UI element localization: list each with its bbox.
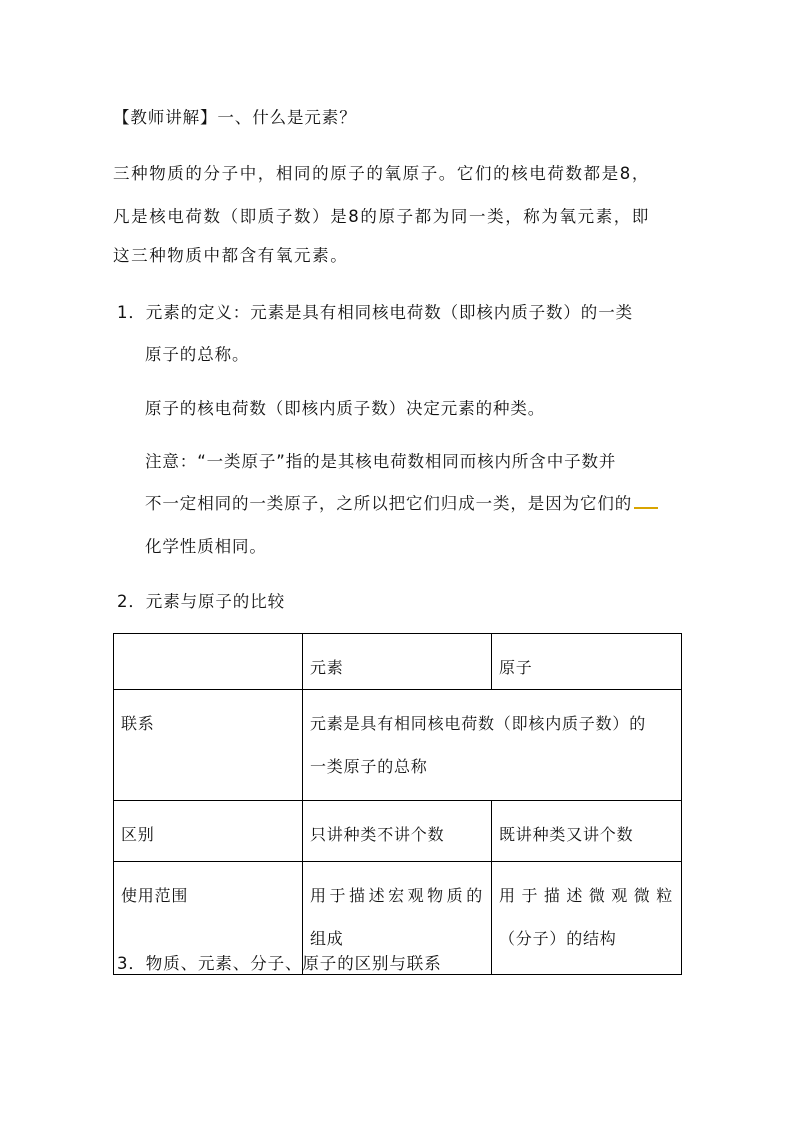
table-cell-empty [114, 634, 303, 690]
table-cell-diff-atom: 既讲种类又讲个数 [492, 801, 682, 862]
item-2-title: 2．元素与原子的比较 [117, 592, 285, 611]
intro-line-2: 凡是核电荷数（即质子数）是8的原子都为同一类，称为氧元素，即 [113, 207, 650, 226]
table-row [114, 634, 682, 690]
table-label-use: 使用范围 [114, 862, 303, 975]
table-cell-link [303, 690, 682, 801]
item-1-decides: 原子的核电荷数（即核内质子数）决定元素的种类。 [145, 399, 546, 418]
item-1-note-line-2 [145, 492, 658, 516]
use-atom-line-2: （分子）的结构 [499, 929, 617, 948]
item-1-definition-cont: 原子的总称。 [145, 345, 250, 364]
use-element-line-1: 用于描述宏观物质的 [310, 886, 483, 905]
item-1-note-line-3: 化学性质相同。 [145, 537, 267, 556]
table-row [114, 690, 682, 801]
table-row [114, 801, 682, 862]
table-header-atom: 原子 [492, 634, 682, 690]
table-cell-use-atom [492, 862, 682, 975]
item-1-note-line-2-text: 不一定相同的一类原子，之所以把它们归成一类，是因为它们的 [145, 494, 633, 513]
link-line-1: 元素是具有相同核电荷数（即核内质子数）的 [310, 714, 647, 733]
item-3-title: 3．物质、元素、分子、原子的区别与联系 [117, 954, 442, 973]
table-label-link: 联系 [114, 690, 303, 801]
intro-line-1: 三种物质的分子中，相同的原子的氧原子。它们的核电荷数都是8， [113, 164, 650, 183]
blank-underline [634, 495, 658, 509]
table-header-element: 元素 [303, 634, 492, 690]
section-heading: 【教师讲解】一、什么是元素？ [113, 108, 357, 127]
item-1-note-line-1: 注意：“一类原子”指的是其核电荷数相同而核内所含中子数并 [145, 452, 617, 471]
intro-line-3: 这三种物质中都含有氧元素。 [113, 246, 349, 265]
table-cell-diff-element: 只讲种类不讲个数 [303, 801, 492, 862]
item-1-definition: 1．元素的定义：元素是具有相同核电荷数（即核内质子数）的一类 [117, 303, 633, 322]
use-element-line-2: 组成 [310, 929, 344, 948]
use-atom-line-1: 用于描述微观微粒 [499, 886, 673, 905]
link-line-2: 一类原子的总称 [310, 757, 428, 776]
table-label-diff: 区别 [114, 801, 303, 862]
comparison-table [113, 633, 682, 975]
